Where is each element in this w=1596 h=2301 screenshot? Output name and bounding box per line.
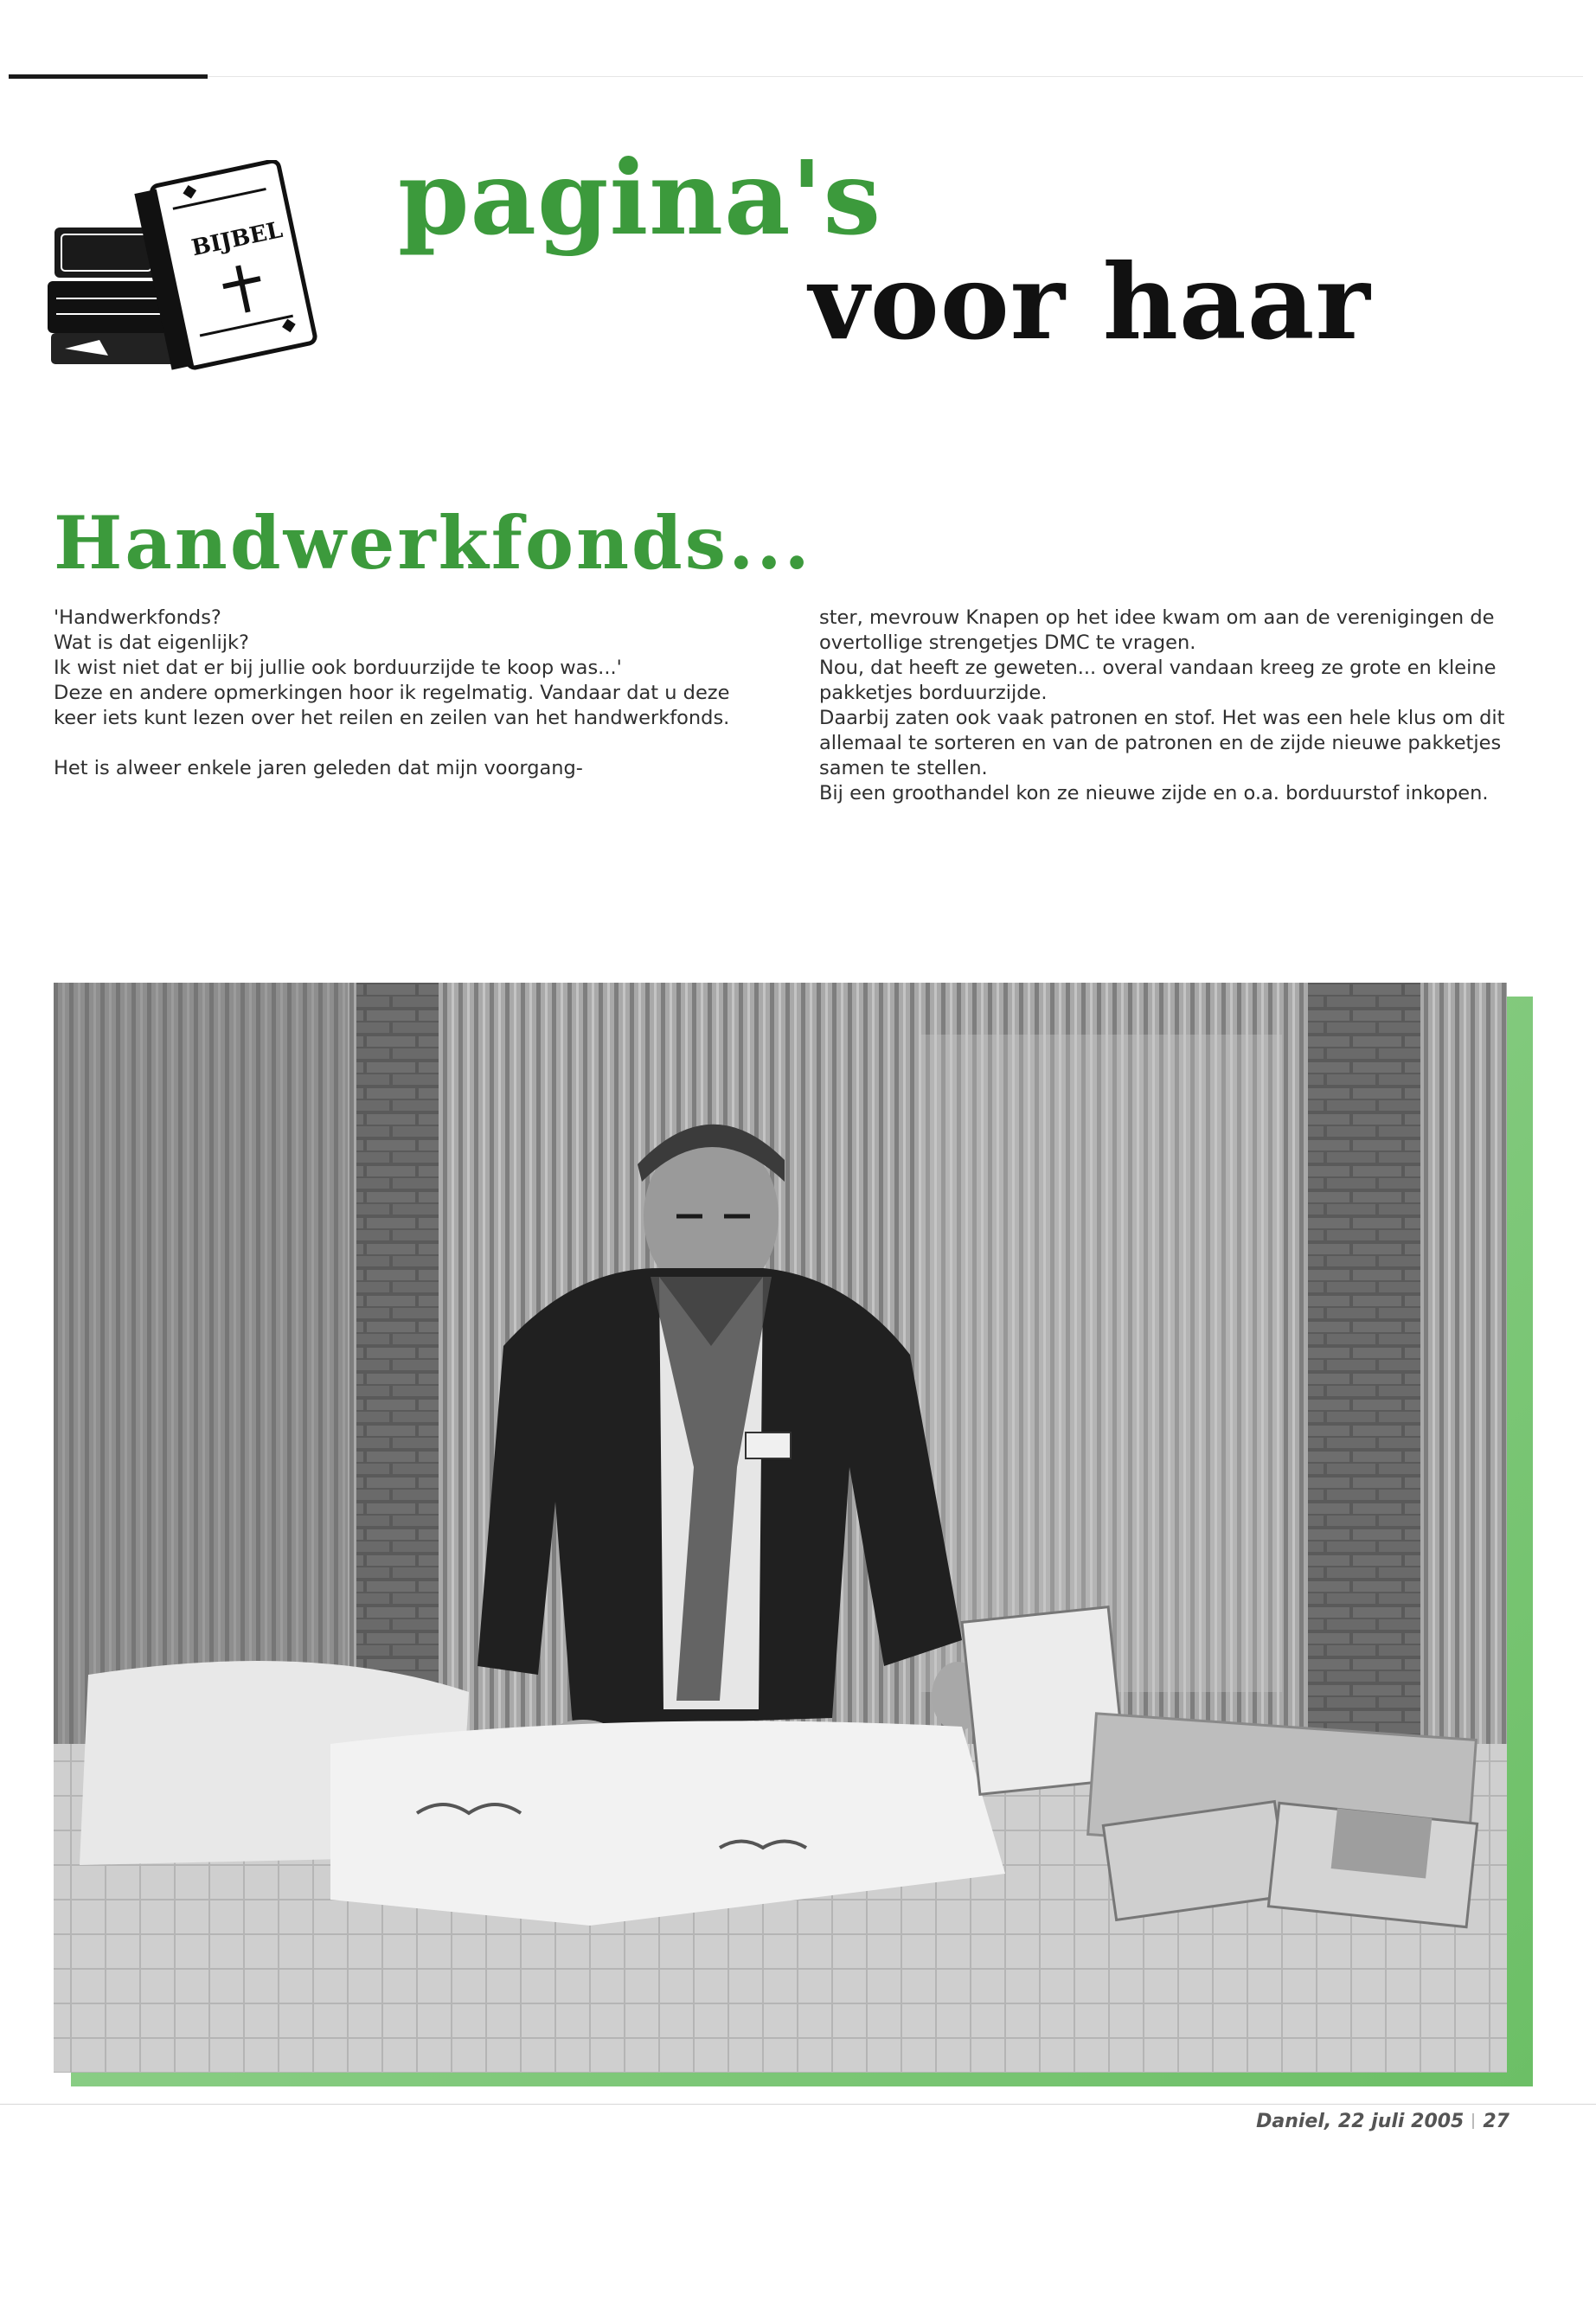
- top-rule-faint: [208, 76, 1583, 77]
- article-paragraph: 'Handwerkfonds? Wat is dat eigenlijk? Ik wist niet dat er bij jullie ook borduurzijde te koop was...' Deze en andere opmerkingen hoor ik regelmatig. Vandaar dat u deze keer iets kunt lezen over het reilen en zeilen van het handwerkfonds.: [54, 606, 730, 729]
- brick-pillar-right: [1308, 983, 1420, 1796]
- window-light: [919, 1035, 1282, 1692]
- section-title-line2: voor haar: [809, 241, 1371, 363]
- paragraph-gap: [54, 731, 746, 756]
- publication-date: Daniel, 22 juli 2005: [1256, 2111, 1465, 2132]
- packet-picture: [1331, 1808, 1433, 1878]
- footer-rule: [0, 2104, 1596, 2105]
- article-column-left: [54, 606, 746, 781]
- top-rule: [9, 74, 208, 79]
- article-column-right: [819, 606, 1520, 806]
- books-logo: [48, 160, 359, 372]
- article-photo: [54, 983, 1507, 2073]
- footer-separator: [1472, 2113, 1474, 2129]
- page-number: 27: [1483, 2111, 1509, 2132]
- section-title-line1: pagina's: [398, 138, 882, 258]
- article-paragraph: ster, mevrouw Knapen op het idee kwam om aan de verenigingen de overtollige strengetjes DMC te vragen. Nou, dat heeft ze geweten... overal vandaan kreeg ze grote en kleine pakketjes borduurzijde. Daarbij zaten ook vaak patronen en stof. Het was een hele klus om dit allemaal te sorteren en van de patronen en de zijde nieuwe pakketjes samen te stellen. Bij een groothandel kon ze nieuwe zijde en o.a. borduurstof inkopen.: [819, 606, 1505, 804]
- photo-scene: [54, 983, 1507, 2073]
- book-back-2: [48, 281, 169, 333]
- article-title: Handwerkfonds...: [54, 500, 812, 586]
- books-logo-drawing: [48, 160, 359, 372]
- article-paragraph: Het is alweer enkele jaren geleden dat mijn voorgang-: [54, 757, 583, 779]
- page-footer: [1256, 2111, 1509, 2132]
- brick-pillar-left: [356, 983, 439, 1779]
- window-left: [54, 983, 348, 1761]
- bible-label: BIJBEL: [189, 216, 285, 262]
